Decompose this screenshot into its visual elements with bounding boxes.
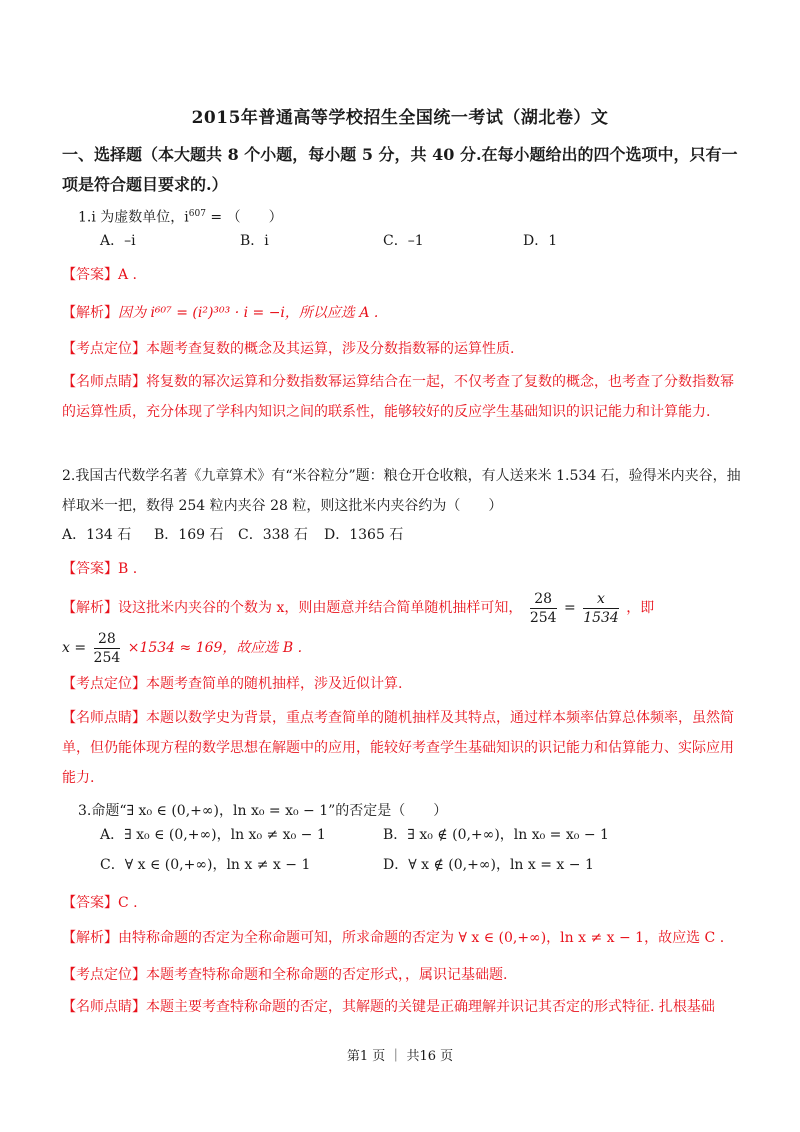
question-3-comment: 【名师点睛】本题主要考查特称命题的否定，其解题的关键是正确理解并识记其否定的形式特征. 扎根基础	[62, 999, 715, 1015]
question-2-analysis: 【解析】设这批米内夹谷的个数为 x，则由题意并结合简单随机抽样可知， $\frac{28}{254}$ = $\frac{x}{1534}$ ，即	[62, 590, 655, 626]
section-heading: 一、选择题（本大题共 8 个小题，每小题 5 分，共 40 分.在每小题给出的四个选项中，只有一项是符合题目要求的.）	[62, 145, 738, 194]
question-1-stem: 1.i 为虚数单位，$i^{607}$ = （ ）	[78, 209, 283, 226]
question-3-options	[100, 824, 720, 884]
option-d: D．1365 石	[324, 527, 404, 543]
option-b: B．169 石	[154, 527, 224, 543]
option-b: B．i	[240, 233, 269, 249]
question-3-analysis: 【解析】由特称命题的否定为全称命题可知，所求命题的否定为 ∀ x ∈ (0,+∞)，ln x ≠ x − 1，故应选 C .	[62, 930, 725, 946]
option-a: A．∃ x₀ ∈ (0,+∞)，ln x₀ ≠ x₀ − 1	[100, 827, 326, 843]
option-d: D．∀ x ∉ (0,+∞)，ln x = x − 1	[383, 857, 594, 873]
option-a: A．–i	[100, 233, 136, 249]
option-b: B．∃ x₀ ∉ (0,+∞)，ln x₀ = x₀ − 1	[383, 827, 609, 843]
question-2-analysis-line-2: x = $\frac{28}{254}$ ×1534 ≈ 169，故应选 B .	[62, 630, 303, 666]
option-c: C．338 石	[238, 527, 308, 543]
question-1-answer: 【答案】A .	[62, 267, 138, 283]
option-a: A．134 石	[62, 527, 132, 543]
question-3-answer: 【答案】C .	[62, 895, 138, 911]
question-1-comment: 【名师点睛】将复数的幂次运算和分数指数幂运算结合在一起，不仅考查了复数的概念，也考查了分数指数幂的运算性质，充分体现了学科内知识之间的联系性，能够较好的反应学生基础知识的识记能力和计算能力.	[62, 374, 734, 420]
page-footer: 第1 页 ｜ 共16 页	[346, 1049, 454, 1064]
option-c: C．–1	[383, 233, 424, 249]
question-2-stem: 2.我国古代数学名著《九章算术》有“米谷粒分”题：粮仓开仓收粮，有人送来米 1.534 石，验得米内夹谷，抽样取米一把，数得 254 粒内夹谷 28 粒，则这批米内夹谷约为（ ）	[62, 468, 741, 514]
question-3-point: 【考点定位】本题考查特称命题和全称命题的否定形式，，属识记基础题.	[62, 967, 508, 983]
option-d: D．1	[523, 233, 558, 249]
option-c: C．∀ x ∈ (0,+∞)，ln x ≠ x − 1	[100, 857, 311, 873]
question-2-point: 【考点定位】本题考查简单的随机抽样，涉及近似计算.	[62, 676, 403, 692]
question-2-answer: 【答案】B .	[62, 561, 138, 577]
question-1-analysis: 【解析】因为 i⁶⁰⁷ = (i²)³⁰³ · i = −i，所以应选 A .	[62, 305, 379, 321]
question-3-stem: 3.命题“∃ x₀ ∈ (0,+∞)，ln x₀ = x₀ − 1”的否定是（ ）	[78, 803, 448, 819]
question-1-point: 【考点定位】本题考查复数的概念及其运算，涉及分数指数幂的运算性质.	[62, 341, 515, 357]
question-2-comment: 【名师点睛】本题以数学史为背景，重点考查简单的随机抽样及其特点，通过样本频率估算总体频率，虽然简单，但仍能体现方程的数学思想在解题中的应用，能较好考查学生基础知识的识记能力和估算能力、实际应用能力.	[62, 710, 734, 786]
question-2-options	[62, 524, 662, 552]
question-1-options	[100, 230, 700, 258]
page-title: 2015年普通高等学校招生全国统一考试（湖北卷）文	[191, 108, 609, 128]
